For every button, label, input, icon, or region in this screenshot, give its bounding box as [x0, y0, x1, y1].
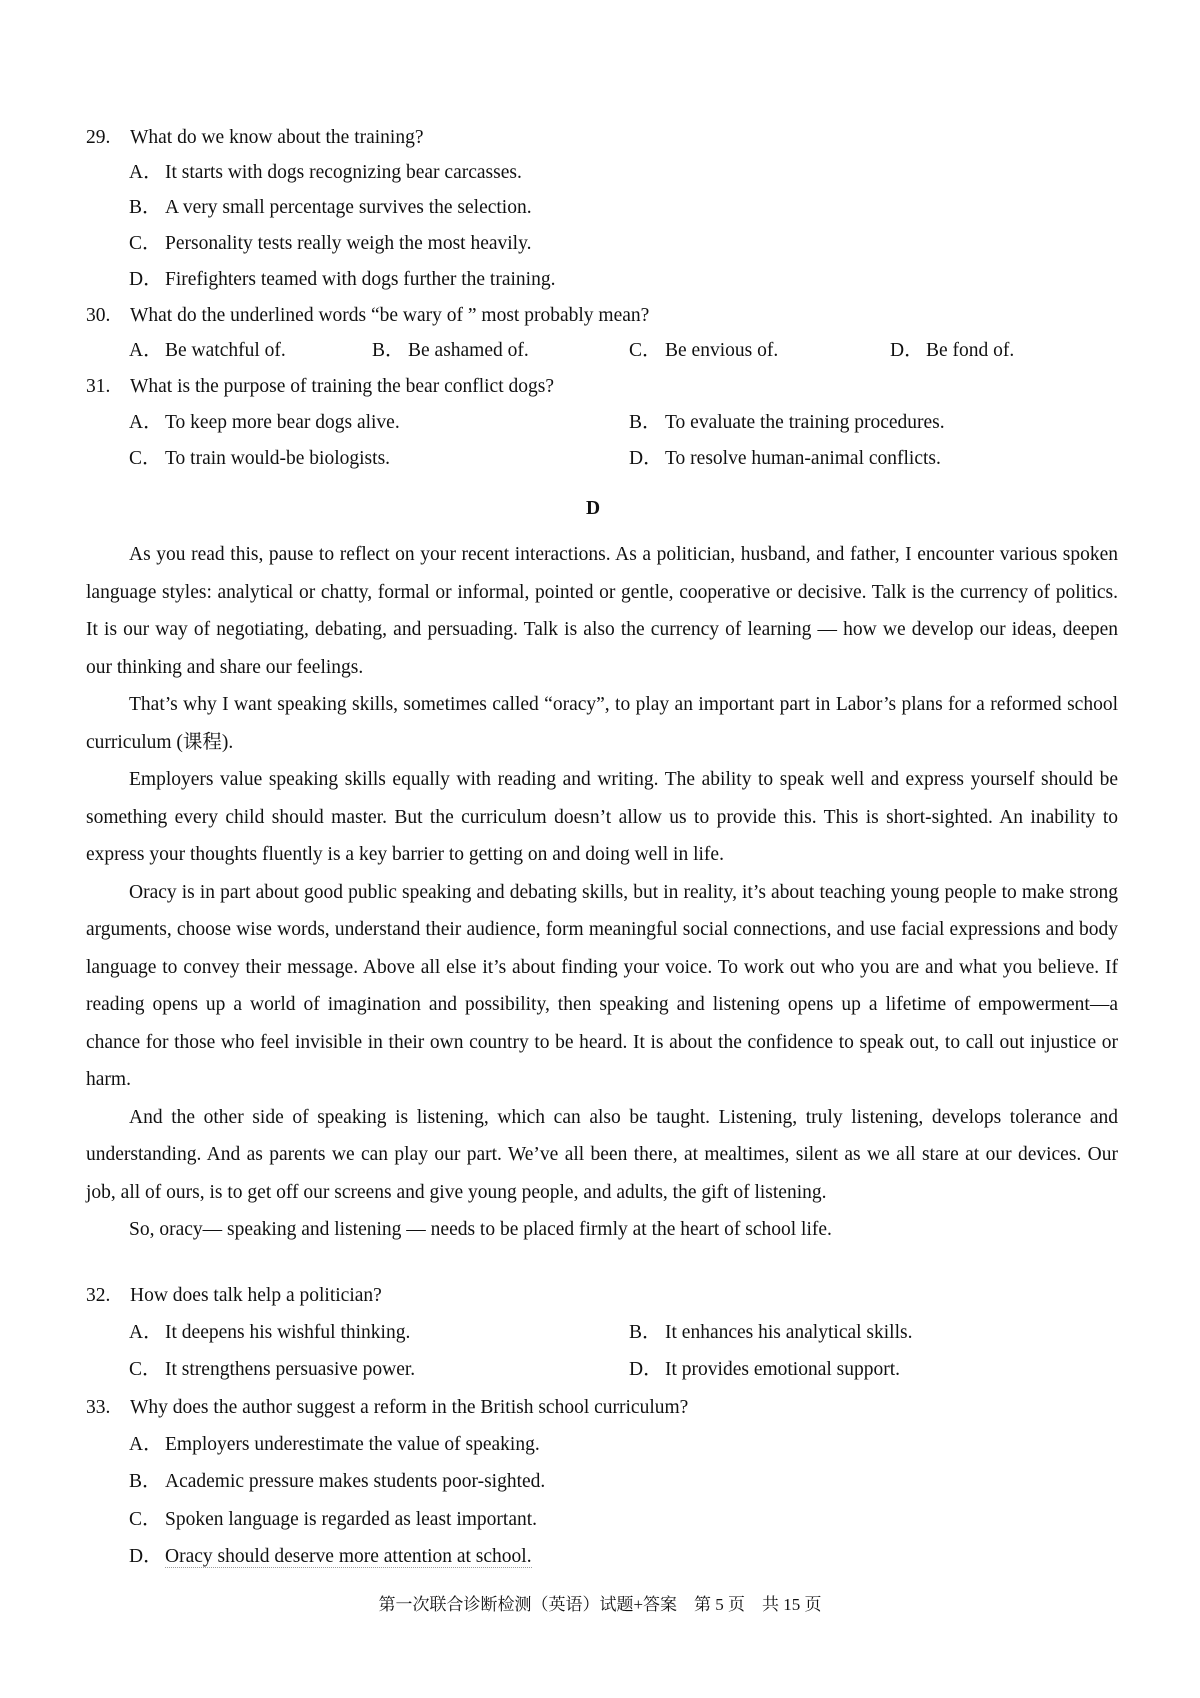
- passage-paragraph: Employers value speaking skills equally with reading and writing. The ability to speak well and express yourself should be something every child should master. But the curriculum doesn’t allow us to provide this. This is short-sighted. An inability to express your thoughts fluently is a key barrier to getting on and doing well in life.: [86, 769, 1118, 865]
- reading-passage: [86, 536, 1118, 1249]
- option-30d: D． Be fond of.: [890, 340, 1015, 361]
- question-number: 31.: [86, 376, 111, 397]
- question-stem: Why does the author suggest a reform in the British school curriculum?: [130, 1397, 689, 1418]
- option-32b: B． It enhances his analytical skills.: [629, 1322, 913, 1343]
- option-32a: A． It deepens his wishful thinking.: [129, 1322, 411, 1343]
- option-29a: A． It starts with dogs recognizing bear carcasses.: [129, 162, 522, 183]
- option-29b: B． A very small percentage survives the selection.: [129, 197, 532, 218]
- question-stem: How does talk help a politician?: [130, 1285, 382, 1306]
- passage-paragraph: Oracy is in part about good public speaking and debating skills, but in reality, it’s about teaching young people to make strong arguments, choose wise words, understand their audience, form meaningful social connections, and use facial expressions and body language to convey their message. Above all else it’s about finding your voice. To work out who you are and what you believe. If reading opens up a world of imagination and possibility, then speaking and listening opens up a lifetime of empowerment—a chance for those who feel invisible in their own country to be heard. It is about the confidence to speak out, to call out injustice or harm.: [86, 881, 1118, 1090]
- option-30b: B． Be ashamed of.: [372, 340, 529, 361]
- question-number: 29.: [86, 127, 111, 148]
- page-footer: 第一次联合诊断检测（英语）试题+答案 第 5 页 共 15 页: [378, 1595, 822, 1614]
- passage-paragraph: That’s why I want speaking skills, sometimes called “oracy”, to play an important part in Labor’s plans for a reformed school curriculum (课程).: [86, 694, 1118, 753]
- question-number: 33.: [86, 1397, 111, 1418]
- passage-paragraph: So, oracy— speaking and listening — needs to be placed firmly at the heart of school life.: [129, 1219, 832, 1240]
- option-33a: A． Employers underestimate the value of speaking.: [129, 1434, 540, 1455]
- option-31d: D． To resolve human-animal conflicts.: [629, 448, 941, 469]
- option-30c: C． Be envious of.: [629, 340, 779, 361]
- question-stem: What is the purpose of training the bear conflict dogs?: [130, 376, 554, 397]
- question-number: 32.: [86, 1285, 111, 1306]
- question-stem: What do the underlined words “be wary of ” most probably mean?: [130, 305, 650, 326]
- option-32c: C． It strengthens persuasive power.: [129, 1359, 416, 1380]
- passage-paragraph: And the other side of speaking is listening, which can also be taught. Listening, truly listening, develops tolerance and understanding. And as parents we can play our part. We’ve all been there, at mealtimes, silent as we all stare at our devices. Our job, all of ours, is to get off our screens and give young people, and adults, the gift of listening.: [86, 1106, 1118, 1203]
- question-30: [86, 304, 649, 328]
- question-33: [86, 1396, 688, 1420]
- question-29: [86, 126, 424, 150]
- question-31: [86, 375, 554, 399]
- passage-paragraph: As you read this, pause to reflect on your recent interactions. As a politician, husband, and father, I encounter various spoken language styles: analytical or chatty, formal or informal, pointed or gentle, cooperative or decisive. Talk is the currency of politics. It is our way of negotiating, debating, and persuading. Talk is also the currency of learning — how we develop our ideas, deepen our thinking and share our feelings.: [86, 544, 1118, 678]
- question-stem: What do we know about the training?: [130, 127, 424, 148]
- option-29c: C． Personality tests really weigh the most heavily.: [129, 233, 532, 254]
- option-30a: A． Be watchful of.: [129, 340, 286, 361]
- section-title: D: [586, 498, 601, 519]
- question-number: 30.: [86, 305, 111, 326]
- option-31b: B． To evaluate the training procedures.: [629, 412, 945, 433]
- option-33b: B． Academic pressure makes students poor-sighted.: [129, 1471, 546, 1492]
- option-31a: A． To keep more bear dogs alive.: [129, 412, 400, 433]
- option-33d: D． Oracy should deserve more attention at school.: [129, 1546, 532, 1567]
- option-31c: C． To train would-be biologists.: [129, 448, 391, 469]
- option-32d: D． It provides emotional support.: [629, 1359, 901, 1380]
- option-29d: D． Firefighters teamed with dogs further the training.: [129, 269, 556, 290]
- question-32: [86, 1284, 382, 1308]
- option-33c: C． Spoken language is regarded as least important.: [129, 1509, 538, 1530]
